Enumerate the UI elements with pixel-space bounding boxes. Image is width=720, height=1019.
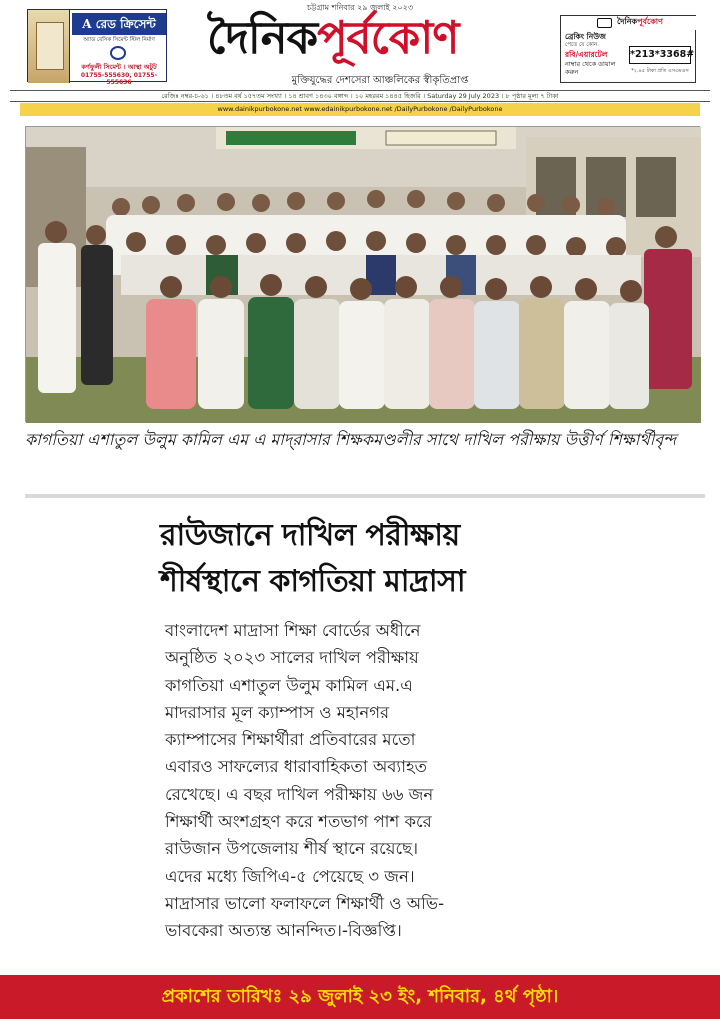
left-advertisement[interactable]	[27, 9, 167, 86]
masthead	[0, 0, 720, 118]
newspaper-title	[207, 10, 458, 66]
cement-bag-image	[28, 10, 70, 83]
body-line: মাদ্রাসার ভালো ফলাফলে শিক্ষার্থী ও অভি-	[165, 893, 445, 913]
body-line: ক্যাম্পাসের শিক্ষার্থীরা প্রতিবারের মতো	[165, 730, 416, 750]
section-divider	[25, 494, 705, 498]
dial-instruction: নাম্বার থেকে ডায়াল করুন	[565, 60, 616, 76]
ad-brand: A রেড ক্রিসেন্ট	[72, 13, 166, 35]
photo-caption: কাগতিয়া এশাতুল উলুম কামিল এম এ মাদ্‌রাসার শিক্ষকমণ্ডলীর সাথে দাখিল পরীক্ষায় উত্তীর্ণ শিক্ষার্থীবৃন্দ	[25, 430, 677, 449]
body-line: এদের মধ্যে জিপিএ-৫ পেয়েছে ৩ জন।	[165, 866, 415, 886]
ad-subtitle: কর্ণফুলী সিমেন্ট । আস্থা অটুট	[81, 63, 157, 71]
sms-ad-small-text: পেতে যে কোন	[565, 42, 598, 48]
group-photo	[25, 126, 700, 422]
right-advertisement[interactable]	[560, 15, 696, 83]
body-line: কাগতিয়া এশাতুল উলুম কামিল এম.এ	[165, 675, 413, 695]
headline-line-2: শীর্ষস্থানে কাগতিয়া মাদ্রাসা	[160, 564, 466, 599]
masthead-date-line: চট্টগ্রাম শনিবার ২৯ জুলাই ২০২৩	[306, 3, 414, 12]
body-line: মাদরাসার মূল ক্যাম্পাস ও মহানগর	[165, 702, 390, 722]
ad-tagline: অ্যাড বেসিক সিমেন্ট স্টিল নির্মাণ	[83, 37, 155, 43]
masthead-tagline: মুক্তিযুদ্ধের দেশসেরা আঞ্চলিকের স্বীকৃতিপ্রাপ্ত	[291, 75, 469, 86]
ussd-code: *213*3368#	[629, 46, 691, 64]
article-headline	[160, 513, 600, 605]
group-photo-illustration	[26, 127, 701, 423]
body-line: রাউজান উপজেলায় শীর্ষ স্থানে রয়েছে।	[165, 839, 419, 859]
body-line: রেখেছে। এ বছর দাখিল পরীক্ষায় ৬৬ জন	[165, 784, 434, 804]
ad-logo-icon	[110, 46, 126, 60]
mail-icon	[597, 18, 612, 28]
body-line: বাংলাদেশ মাদ্রাসা শিক্ষা বোর্ডের অধীনে	[165, 621, 421, 640]
issue-meta-line: রেজিঃ নম্বর-চ-৬১ । ৪৮তম বর্ষ ১৫৭তম সংখ্যা । ১৪ শ্রাবণ ১৪৩০ বঙ্গাব্দ । ১০ মহররম ১৪৪৫ হিজরি । Saturday 29 July 2023 । ৮ পৃষ্ঠার মূল্য ৭ টাকা	[10, 90, 710, 102]
body-line: এবারও সাফল্যের ধারাবাহিকতা অব্যাহত	[165, 757, 428, 777]
web-links-strip[interactable]: www.dainikpurbokone.net www.edainikpurbokone.net /DailyPurbokone /DailyPurbokone	[20, 103, 700, 116]
body-line: শিক্ষার্থী অংশগ্রহণ করে শতভাগ পাশ করে	[165, 812, 432, 832]
title-part-1: দৈনিক	[207, 11, 318, 64]
title-part-2: পূর্বকোণ	[317, 11, 459, 64]
publication-date-footer: প্রকাশের তারিখঃ ২৯ জুলাই ২৩ ইং, শনিবার, ৪র্থ পৃষ্ঠা।	[0, 975, 720, 1019]
body-line: অনুষ্ঠিত ২০২৩ সালের দাখিল পরীক্ষায়	[165, 648, 419, 668]
article-body	[165, 617, 605, 945]
sms-ad-header-red: পূর্বকোণ	[637, 17, 663, 26]
headline-line-1: রাউজানে দাখিল পরীক্ষায়	[160, 518, 460, 553]
body-line: ভাবকেরা অত্যন্ত আনন্দিত।-বিজ্ঞপ্তি।	[165, 921, 402, 941]
sms-ad-header-black: দৈনিক	[617, 17, 638, 26]
ad-phone: 01755-555630, 01755-555636	[80, 72, 158, 86]
operator-label: রবি/এয়ারটেল	[565, 50, 608, 59]
sms-ad-header	[617, 16, 697, 30]
breaking-news-label: ব্রেকিং নিউজ	[565, 32, 606, 41]
sms-rate: *২.৪৫ টাকা প্রতি এসএমএস	[631, 68, 689, 74]
